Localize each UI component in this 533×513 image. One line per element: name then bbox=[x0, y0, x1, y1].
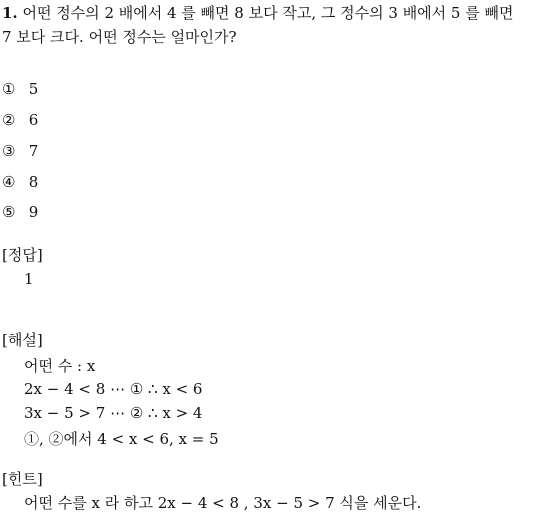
option-3[interactable] bbox=[2, 142, 38, 160]
option-1-mark: ① bbox=[2, 80, 16, 98]
option-4[interactable] bbox=[2, 173, 38, 191]
question-number: 1. bbox=[2, 4, 18, 22]
question-line-1 bbox=[2, 2, 513, 23]
option-1[interactable] bbox=[2, 80, 38, 98]
solution-line-3: 3x − 5 > 7 ⋯ ② ∴ x > 4 bbox=[24, 404, 203, 422]
option-3-mark: ③ bbox=[2, 142, 16, 160]
option-5-value: 9 bbox=[28, 203, 39, 221]
option-5[interactable] bbox=[2, 203, 38, 221]
option-4-value: 8 bbox=[28, 173, 39, 191]
solution-line-1: 어떤 수 : x bbox=[24, 357, 96, 375]
question-line-2: 7 보다 크다. 어떤 정수는 얼마인가? bbox=[2, 28, 237, 46]
option-2-value: 6 bbox=[28, 111, 39, 129]
option-5-mark: ⑤ bbox=[2, 203, 16, 221]
question-text-1: 어떤 정수의 2 배에서 4 를 빼면 8 보다 작고, 그 정수의 3 배에서 5 를 빼면 bbox=[22, 4, 514, 22]
hint-text: 어떤 수를 x 라 하고 2x − 4 < 8 , 3x − 5 > 7 식을 세운다. bbox=[24, 494, 422, 512]
option-2-mark: ② bbox=[2, 111, 16, 129]
hint-heading: [힌트] bbox=[2, 470, 43, 488]
solution-line-2: 2x − 4 < 8 ⋯ ① ∴ x < 6 bbox=[24, 380, 203, 398]
answer-value: 1 bbox=[24, 270, 34, 288]
option-2[interactable] bbox=[2, 111, 38, 129]
solution-line-4: ①, ②에서 4 < x < 6, x = 5 bbox=[24, 430, 219, 448]
answer-heading: [정답] bbox=[2, 246, 43, 264]
solution-heading: [해설] bbox=[2, 331, 43, 349]
option-1-value: 5 bbox=[28, 80, 39, 98]
option-3-value: 7 bbox=[28, 142, 39, 160]
option-4-mark: ④ bbox=[2, 173, 16, 191]
